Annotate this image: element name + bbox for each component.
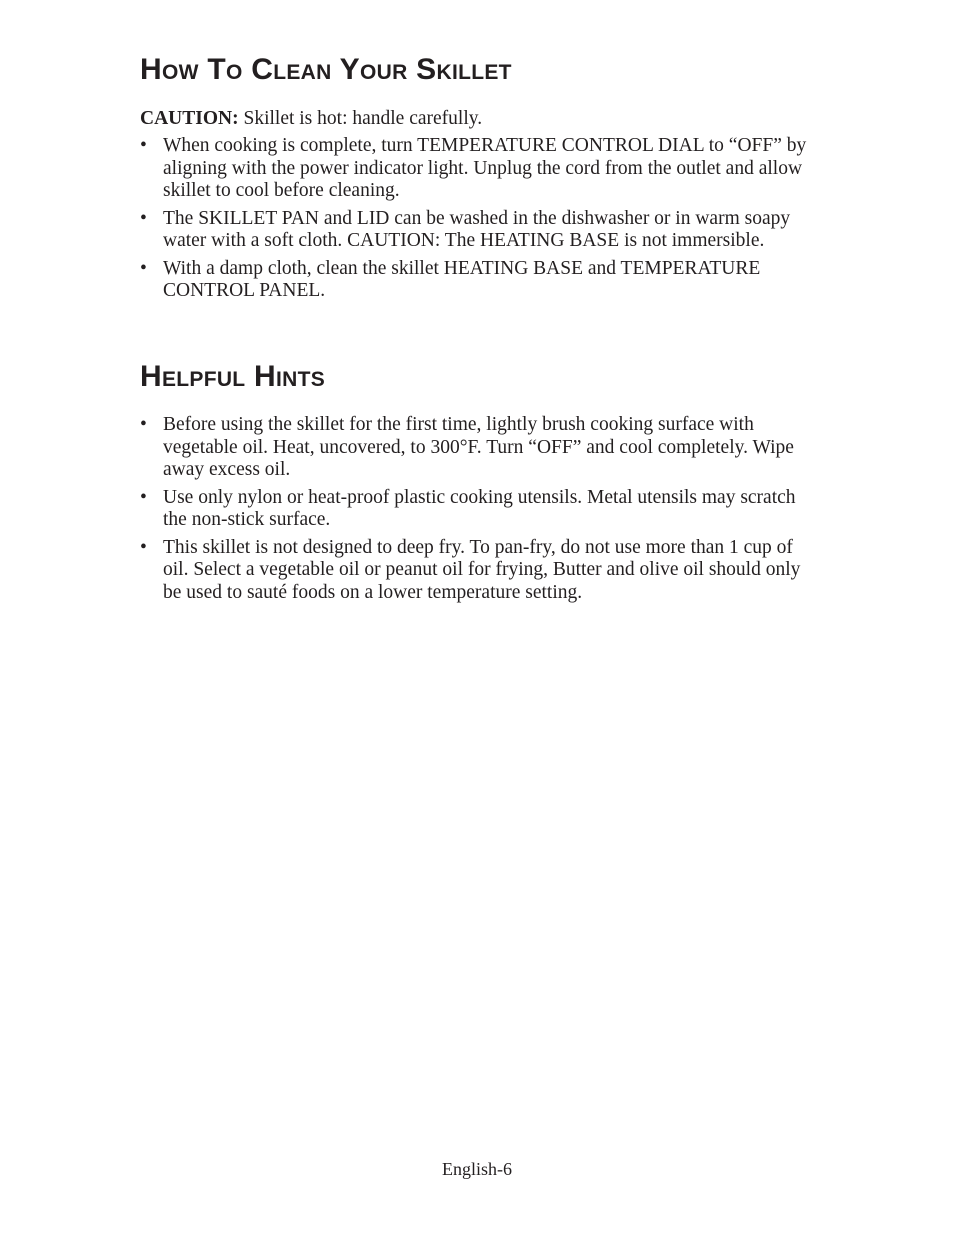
list-item-text: With a damp cloth, clean the skillet HEATING BASE and TEMPERATURE CONTROL PANEL.: [163, 257, 761, 301]
list-item-text: Use only nylon or heat-proof plastic cooking utensils. Metal utensils may scratch the non-stick surface.: [163, 486, 796, 530]
helpful-hints-list: [140, 414, 820, 609]
caution-label: CAUTION:: [140, 108, 239, 129]
section-heading-clean-skillet: How To Clean Your Skillet: [140, 53, 512, 86]
cleaning-steps-list: [140, 135, 820, 308]
section-heading-helpful-hints: Helpful Hints: [140, 360, 326, 393]
list-item: [140, 537, 820, 605]
bullet-icon: •: [140, 414, 147, 435]
list-item-text: This skillet is not designed to deep fry. To pan-fry, do not use more than 1 cup of oil. Select a vegetable oil or peanut oil for frying, Butter and olive oil should only be used to sauté foods on a lower temperature setting.: [163, 536, 801, 603]
bullet-icon: •: [140, 257, 147, 279]
list-item: [140, 135, 820, 203]
page-number: English-6: [442, 1159, 512, 1179]
list-item: [140, 487, 820, 532]
bullet-icon: •: [140, 207, 147, 229]
list-item-text: When cooking is complete, turn TEMPERATURE CONTROL DIAL to “OFF” by aligning with the power indicator light. Unplug the cord from the outlet and allow skillet to cool before cleaning.: [163, 135, 807, 201]
bullet-icon: •: [140, 536, 147, 558]
list-item-text: The SKILLET PAN and LID can be washed in the dishwasher or in warm soapy water with a soft cloth. CAUTION: The HEATING BASE is not immersible.: [163, 207, 791, 251]
list-item: [140, 208, 820, 253]
list-item-text: Before using the skillet for the first time, lightly brush cooking surface with vegetable oil. Heat, uncovered, to 300°F. Turn “OFF” and cool completely. Wipe away excess oil.: [163, 414, 794, 480]
list-item: [140, 414, 820, 482]
bullet-icon: •: [140, 135, 147, 156]
caution-note: [140, 107, 482, 130]
bullet-icon: •: [140, 486, 147, 508]
caution-text: Skillet is hot: handle carefully.: [238, 108, 483, 129]
list-item: [140, 258, 820, 303]
